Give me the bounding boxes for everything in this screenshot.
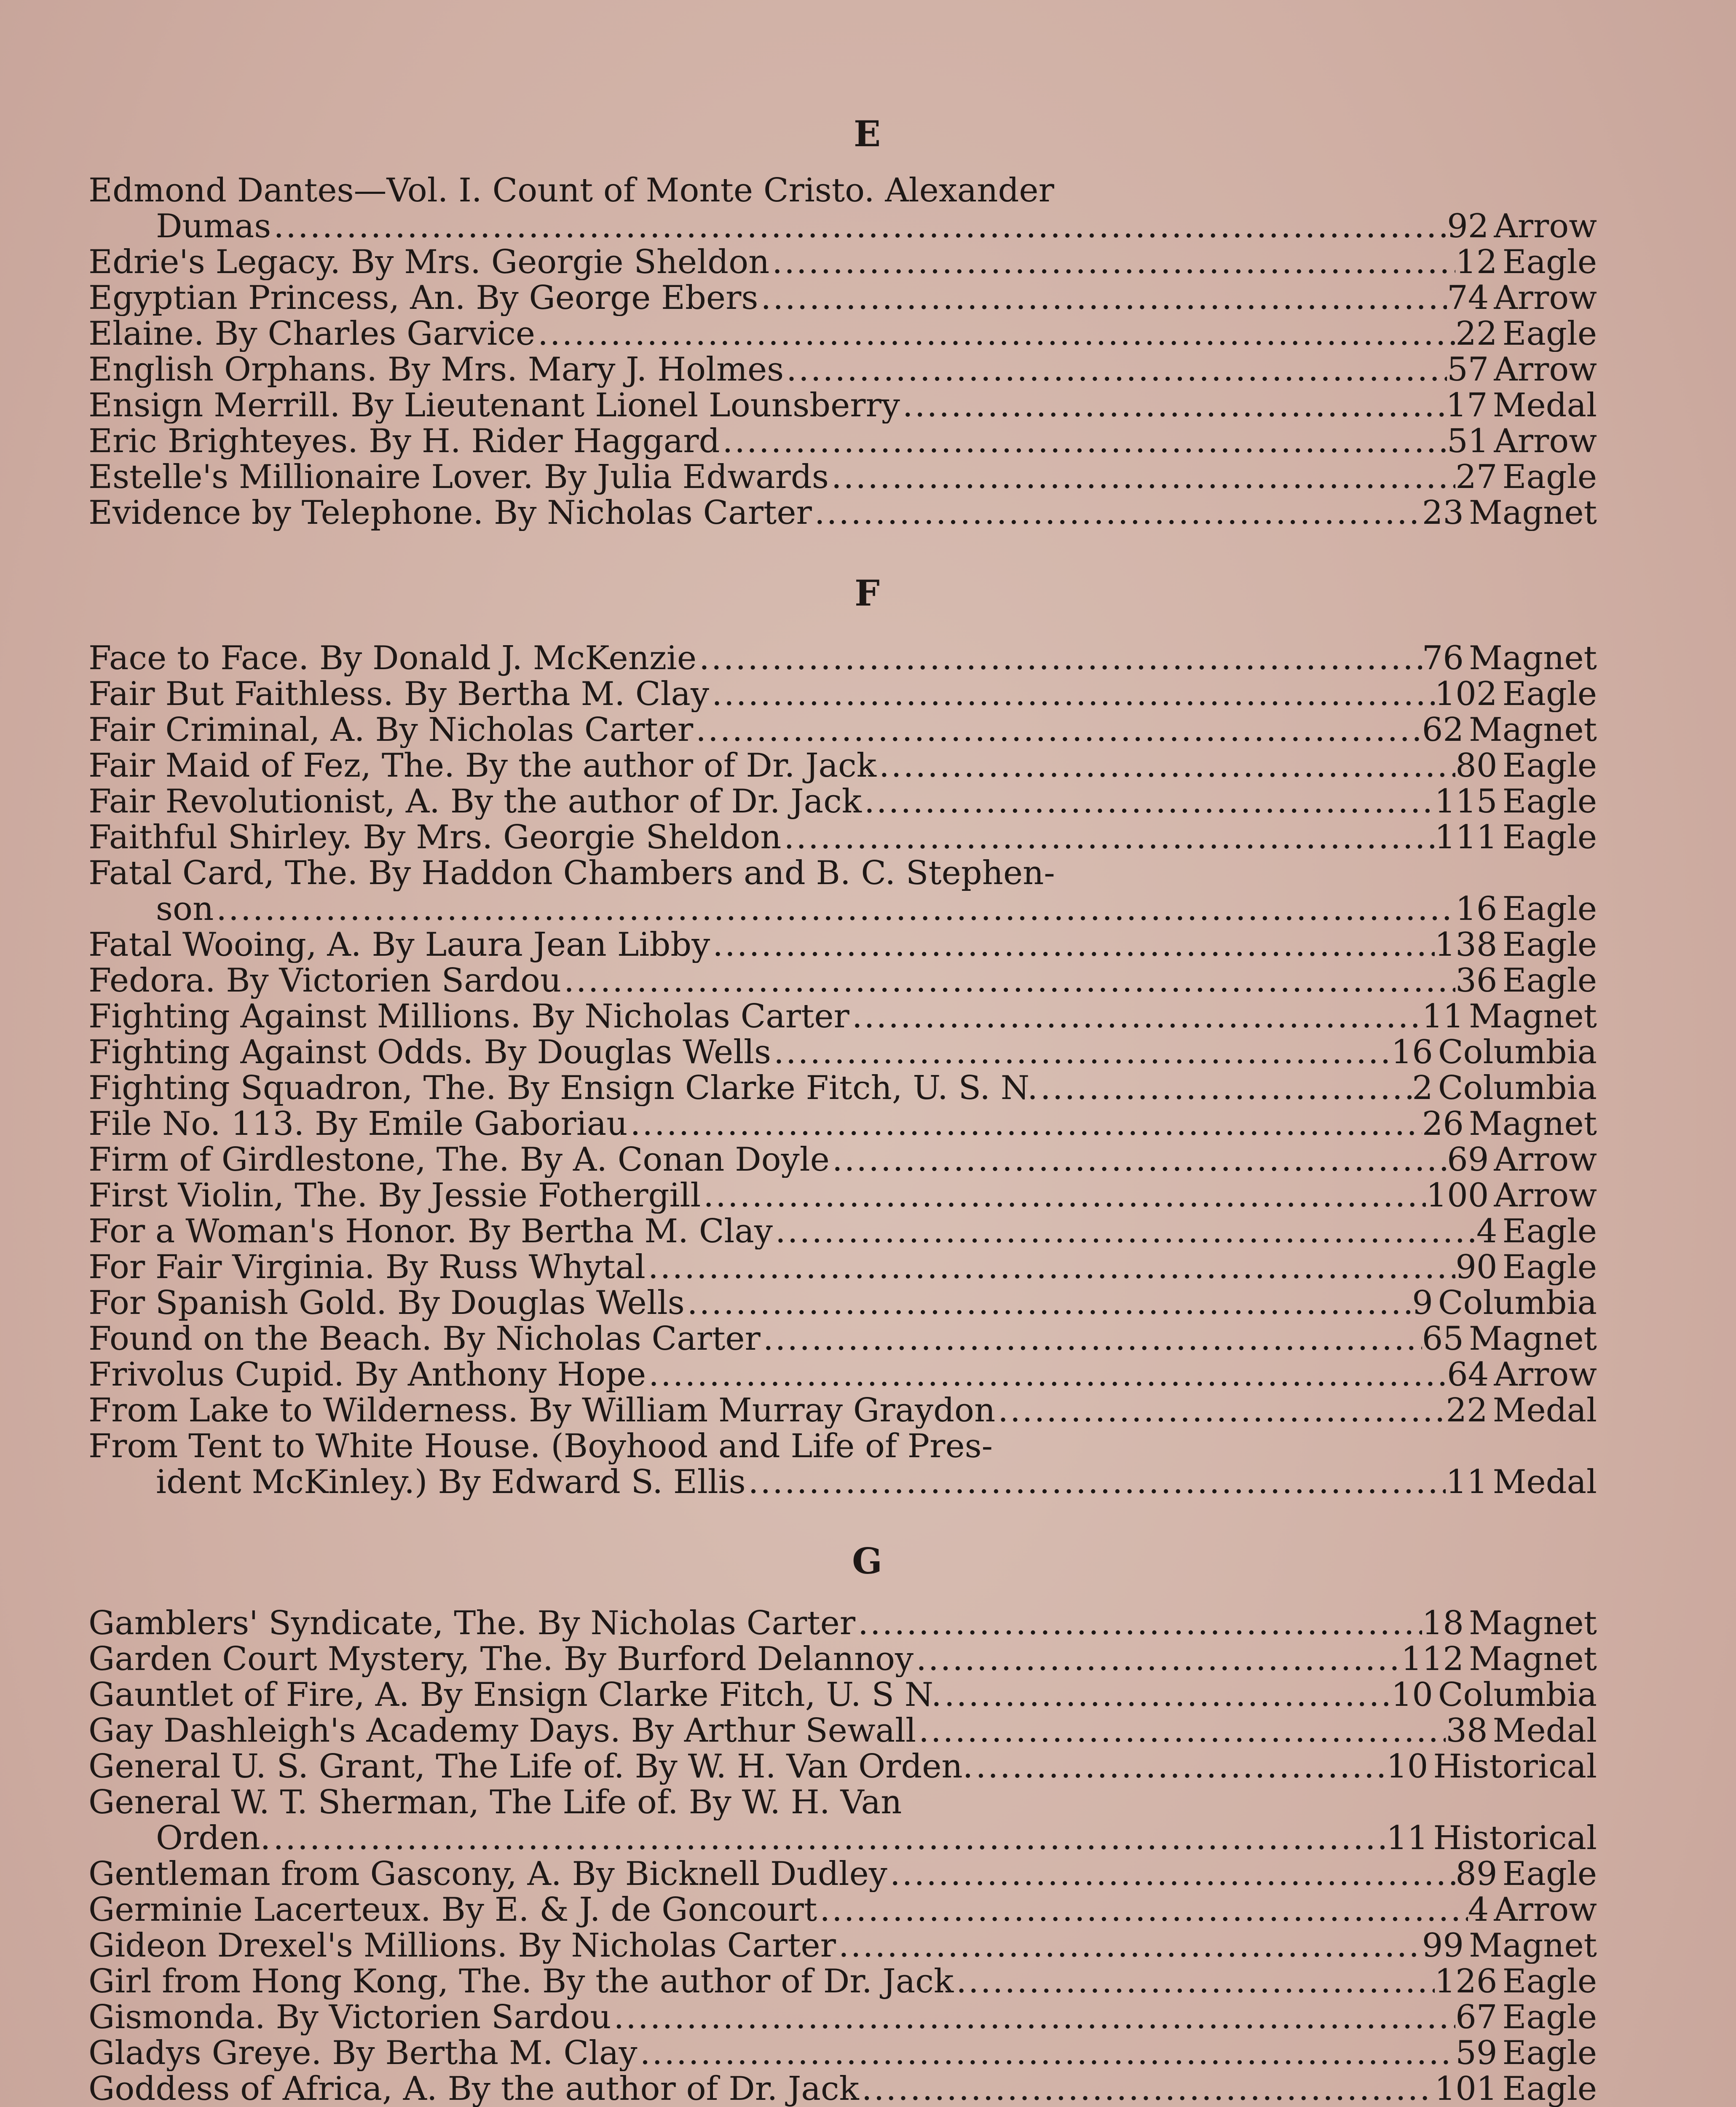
leader-dots bbox=[613, 2000, 1455, 2035]
entry-title: Gideon Drexel's Millions. By Nicholas Carter bbox=[88, 1928, 836, 1964]
list-item bbox=[156, 1464, 1597, 1500]
entry-publisher: Columbia bbox=[1438, 1285, 1597, 1321]
leader-dots bbox=[814, 495, 1422, 531]
entry-title: Firm of Girdlestone, The. By A. Conan Doyle bbox=[88, 1142, 830, 1178]
list-item bbox=[88, 1357, 1597, 1393]
leader-dots bbox=[699, 641, 1422, 676]
list-item bbox=[88, 676, 1597, 712]
leader-dots bbox=[975, 1749, 1386, 1785]
list-item bbox=[88, 1749, 1597, 1785]
entry-number: 23 bbox=[1422, 495, 1464, 531]
entry-publisher: Arrow bbox=[1494, 209, 1597, 244]
leader-dots bbox=[864, 784, 1435, 820]
entry-title: ident McKinley.) By Edward S. Ellis bbox=[156, 1464, 746, 1500]
entry-publisher: Arrow bbox=[1494, 280, 1597, 316]
entry-publisher: Medal bbox=[1492, 1464, 1597, 1500]
entry-title: For Fair Virginia. By Russ Whytal bbox=[88, 1249, 646, 1285]
entry-publisher: Arrow bbox=[1494, 1892, 1597, 1928]
entry-publisher: Eagle bbox=[1502, 891, 1597, 927]
list-item bbox=[88, 2000, 1597, 2035]
entry-number: 51 bbox=[1447, 424, 1489, 459]
leader-dots bbox=[831, 459, 1455, 495]
leader-dots bbox=[784, 820, 1434, 855]
entry-number: 11 bbox=[1422, 999, 1464, 1035]
entry-number: 111 bbox=[1434, 820, 1498, 855]
list-item bbox=[88, 1856, 1597, 1892]
leader-dots bbox=[648, 1249, 1455, 1285]
entry-publisher: Arrow bbox=[1494, 1142, 1597, 1178]
leader-dots bbox=[832, 1142, 1447, 1178]
list-item bbox=[88, 820, 1597, 855]
entry-title: Gladys Greye. By Bertha M. Clay bbox=[88, 2035, 638, 2071]
entry-number: 4 bbox=[1468, 1892, 1489, 1928]
entry-title: Face to Face. By Donald J. McKenzie bbox=[88, 641, 697, 676]
list-item bbox=[88, 1035, 1597, 1070]
entry-publisher: Eagle bbox=[1502, 963, 1597, 999]
entry-publisher: Columbia bbox=[1438, 1677, 1597, 1713]
entry-title: Elaine. By Charles Garvice bbox=[88, 316, 536, 352]
leader-dots bbox=[786, 352, 1447, 388]
entry-title: Orden. bbox=[156, 1820, 271, 1856]
list-item bbox=[88, 2035, 1597, 2071]
entry-title: Girl from Hong Kong, The. By the author of Dr. Jack bbox=[88, 1964, 954, 2000]
list-item bbox=[88, 963, 1597, 999]
list-item bbox=[88, 1285, 1597, 1321]
entry-title: son bbox=[156, 891, 214, 927]
leader-dots bbox=[839, 1928, 1422, 1964]
leader-dots bbox=[216, 891, 1455, 927]
entry-title: From Tent to White House. (Boyhood and Life of Pres- bbox=[88, 1429, 993, 1464]
entry-title: Gauntlet of Fire, A. By Ensign Clarke Fitch, U. S N. bbox=[88, 1677, 942, 1713]
entry-number: 38 bbox=[1446, 1713, 1488, 1749]
list-item bbox=[88, 1106, 1597, 1142]
leader-dots bbox=[712, 676, 1434, 712]
entry-title: Fair But Faithless. By Bertha M. Clay bbox=[88, 676, 710, 712]
entry-title: Edrie's Legacy. By Mrs. Georgie Sheldon bbox=[88, 244, 770, 280]
leader-dots bbox=[763, 1321, 1422, 1357]
list-item bbox=[88, 1142, 1597, 1178]
entry-publisher: Magnet bbox=[1468, 1321, 1597, 1357]
leader-dots bbox=[774, 1035, 1391, 1070]
entry-number: 64 bbox=[1447, 1357, 1489, 1393]
entry-publisher: Arrow bbox=[1494, 1178, 1597, 1214]
entry-number: 11 bbox=[1446, 1464, 1488, 1500]
leader-dots bbox=[890, 1856, 1455, 1892]
list-item bbox=[88, 495, 1597, 531]
leader-dots bbox=[998, 1393, 1446, 1429]
entry-publisher: Eagle bbox=[1502, 1214, 1597, 1249]
list-item bbox=[88, 1785, 1597, 1820]
entry-number: 12 bbox=[1455, 244, 1498, 280]
entry-number: 10 bbox=[1386, 1749, 1428, 1785]
list-item bbox=[88, 424, 1597, 459]
entry-number: 62 bbox=[1422, 712, 1464, 748]
entry-number: 11 bbox=[1386, 1820, 1428, 1856]
list-item bbox=[88, 784, 1597, 820]
entry-publisher: Magnet bbox=[1468, 1606, 1597, 1641]
entry-title: Egyptian Princess, An. By George Ebers bbox=[88, 280, 758, 316]
entry-title: From Lake to Wilderness. By William Murray Graydon bbox=[88, 1393, 996, 1429]
entry-number: 89 bbox=[1455, 1856, 1498, 1892]
entry-publisher: Eagle bbox=[1502, 927, 1597, 963]
leader-dots bbox=[722, 424, 1447, 459]
entry-number: 16 bbox=[1455, 891, 1498, 927]
entry-title: Fair Revolutionist, A. By the author of Dr. Jack bbox=[88, 784, 862, 820]
entry-publisher: Medal bbox=[1492, 388, 1597, 424]
entry-number: 92 bbox=[1447, 209, 1489, 244]
list-item bbox=[88, 388, 1597, 424]
entry-title: Goddess of Africa, A. By the author of Dr. Jack bbox=[88, 2071, 859, 2107]
entry-publisher: Eagle bbox=[1502, 2071, 1597, 2107]
entry-number: 74 bbox=[1447, 280, 1489, 316]
leader-dots bbox=[862, 2071, 1435, 2107]
list-item bbox=[88, 316, 1597, 352]
entry-publisher: Eagle bbox=[1502, 244, 1597, 280]
leader-dots bbox=[903, 388, 1446, 424]
entry-number: 27 bbox=[1455, 459, 1498, 495]
list-item bbox=[88, 1606, 1597, 1641]
entry-title: Faithful Shirley. By Mrs. Georgie Sheldon bbox=[88, 820, 782, 855]
list-item bbox=[88, 244, 1597, 280]
entry-number: 57 bbox=[1447, 352, 1489, 388]
entry-number: 99 bbox=[1422, 1928, 1464, 1964]
entry-publisher: Eagle bbox=[1502, 316, 1597, 352]
entry-number: 67 bbox=[1455, 2000, 1498, 2035]
entry-title: Fedora. By Victorien Sardou bbox=[88, 963, 562, 999]
list-item bbox=[88, 1214, 1597, 1249]
entry-publisher: Historical bbox=[1433, 1820, 1597, 1856]
list-item bbox=[88, 748, 1597, 784]
entry-number: 36 bbox=[1455, 963, 1498, 999]
entry-number: 76 bbox=[1422, 641, 1464, 676]
entry-publisher: Eagle bbox=[1502, 784, 1597, 820]
entry-number: 102 bbox=[1434, 676, 1498, 712]
entry-number: 22 bbox=[1446, 1393, 1488, 1429]
entry-number: 18 bbox=[1422, 1606, 1464, 1641]
entry-title: Frivolus Cupid. By Anthony Hope bbox=[88, 1357, 646, 1393]
entry-title: Estelle's Millionaire Lover. By Julia Edwards bbox=[88, 459, 829, 495]
entry-title: File No. 113. By Emile Gaboriau bbox=[88, 1106, 628, 1142]
entry-title: For Spanish Gold. By Douglas Wells bbox=[88, 1285, 685, 1321]
entry-title: English Orphans. By Mrs. Mary J. Holmes bbox=[88, 352, 784, 388]
entry-publisher: Eagle bbox=[1502, 676, 1597, 712]
list-item bbox=[88, 927, 1597, 963]
leader-dots bbox=[761, 280, 1447, 316]
list-item bbox=[88, 712, 1597, 748]
entry-title: Garden Court Mystery, The. By Burford Delannoy bbox=[88, 1641, 914, 1677]
leader-dots bbox=[648, 1357, 1447, 1393]
entry-title: Evidence by Telephone. By Nicholas Carter bbox=[88, 495, 812, 531]
list-item bbox=[88, 641, 1597, 676]
entry-number: 65 bbox=[1422, 1321, 1464, 1357]
entry-publisher: Magnet bbox=[1468, 999, 1597, 1035]
entry-publisher: Magnet bbox=[1468, 495, 1597, 531]
entry-title: Eric Brighteyes. By H. Rider Haggard bbox=[88, 424, 720, 459]
entry-number: 26 bbox=[1422, 1106, 1464, 1142]
entry-publisher: Arrow bbox=[1494, 424, 1597, 459]
entry-title: Fatal Card, The. By Haddon Chambers and B. C. Stephen- bbox=[88, 855, 1055, 891]
entry-number: 80 bbox=[1455, 748, 1498, 784]
leader-dots bbox=[564, 963, 1455, 999]
entry-title: Fighting Against Millions. By Nicholas Carter bbox=[88, 999, 849, 1035]
entry-publisher: Eagle bbox=[1502, 1856, 1597, 1892]
entry-title: General W. T. Sherman, The Life of. By W. H. Van bbox=[88, 1785, 902, 1820]
leader-dots bbox=[630, 1106, 1422, 1142]
section-heading-e: E bbox=[853, 113, 883, 155]
entry-publisher: Arrow bbox=[1494, 1357, 1597, 1393]
entry-publisher: Eagle bbox=[1502, 820, 1597, 855]
entry-number: 69 bbox=[1447, 1142, 1489, 1178]
entry-title: First Violin, The. By Jessie Fothergill bbox=[88, 1178, 701, 1214]
entry-publisher: Magnet bbox=[1468, 712, 1597, 748]
entry-publisher: Eagle bbox=[1502, 1249, 1597, 1285]
entry-publisher: Magnet bbox=[1468, 1106, 1597, 1142]
entry-title: Gamblers' Syndicate, The. By Nicholas Carter bbox=[88, 1606, 856, 1641]
leader-dots bbox=[775, 1214, 1476, 1249]
entry-publisher: Eagle bbox=[1502, 748, 1597, 784]
list-item bbox=[88, 1070, 1597, 1106]
leader-dots bbox=[956, 1964, 1434, 2000]
list-item bbox=[88, 1249, 1597, 1285]
list-item bbox=[156, 891, 1597, 927]
list-item bbox=[88, 1892, 1597, 1928]
entry-number: 4 bbox=[1476, 1214, 1498, 1249]
entry-title: Fatal Wooing, A. By Laura Jean Libby bbox=[88, 927, 710, 963]
leader-dots bbox=[713, 927, 1434, 963]
list-item bbox=[88, 999, 1597, 1035]
entry-title: Fighting Against Odds. By Douglas Wells bbox=[88, 1035, 772, 1070]
entry-number: 90 bbox=[1455, 1249, 1498, 1285]
entry-title: Germinie Lacerteux. By E. & J. de Goncourt bbox=[88, 1892, 817, 1928]
entry-number: 9 bbox=[1412, 1285, 1433, 1321]
leader-dots bbox=[919, 1713, 1446, 1749]
leader-dots bbox=[879, 748, 1455, 784]
entry-number: 22 bbox=[1455, 316, 1498, 352]
leader-dots bbox=[687, 1285, 1412, 1321]
entry-number: 59 bbox=[1455, 2035, 1498, 2071]
entry-number: 100 bbox=[1426, 1178, 1489, 1214]
entry-title: Edmond Dantes—Vol. I. Count of Monte Cristo. Alexander bbox=[88, 173, 1054, 209]
entry-publisher: Historical bbox=[1433, 1749, 1597, 1785]
entry-title: Ensign Merrill. By Lieutenant Lionel Lounsberry bbox=[88, 388, 900, 424]
entry-number: 17 bbox=[1446, 388, 1488, 424]
leader-dots bbox=[820, 1892, 1468, 1928]
list-item bbox=[88, 855, 1597, 891]
entry-publisher: Columbia bbox=[1438, 1035, 1597, 1070]
entry-publisher: Columbia bbox=[1438, 1070, 1597, 1106]
entry-publisher: Eagle bbox=[1502, 1964, 1597, 2000]
list-item bbox=[88, 1677, 1597, 1713]
list-item bbox=[156, 209, 1597, 244]
list-item bbox=[88, 2071, 1597, 2107]
entry-number: 112 bbox=[1401, 1641, 1464, 1677]
list-item bbox=[88, 1641, 1597, 1677]
entry-number: 2 bbox=[1412, 1070, 1433, 1106]
entry-title: Gay Dashleigh's Academy Days. By Arthur Sewall bbox=[88, 1713, 916, 1749]
leader-dots bbox=[944, 1677, 1391, 1713]
entry-publisher: Arrow bbox=[1494, 352, 1597, 388]
leader-dots bbox=[772, 244, 1455, 280]
entry-number: 126 bbox=[1434, 1964, 1498, 2000]
leader-dots bbox=[703, 1178, 1426, 1214]
leader-dots bbox=[273, 209, 1447, 244]
entry-number: 138 bbox=[1434, 927, 1498, 963]
entry-publisher: Medal bbox=[1492, 1393, 1597, 1429]
list-item bbox=[156, 1820, 1597, 1856]
entry-title: Fair Criminal, A. By Nicholas Carter bbox=[88, 712, 694, 748]
entry-publisher: Magnet bbox=[1468, 1641, 1597, 1677]
list-item bbox=[88, 352, 1597, 388]
list-item bbox=[88, 1928, 1597, 1964]
list-item bbox=[88, 1713, 1597, 1749]
entry-number: 16 bbox=[1391, 1035, 1433, 1070]
list-item bbox=[88, 1178, 1597, 1214]
entry-number: 115 bbox=[1434, 784, 1498, 820]
section-heading-g: G bbox=[852, 1540, 884, 1582]
list-item bbox=[88, 459, 1597, 495]
entry-publisher: Eagle bbox=[1502, 2000, 1597, 2035]
entry-title: For a Woman's Honor. By Bertha M. Clay bbox=[88, 1214, 773, 1249]
leader-dots bbox=[640, 2035, 1456, 2071]
entry-publisher: Magnet bbox=[1468, 641, 1597, 676]
leader-dots bbox=[916, 1641, 1401, 1677]
entry-publisher: Eagle bbox=[1502, 459, 1597, 495]
section-heading-f: F bbox=[855, 572, 881, 614]
leader-dots bbox=[852, 999, 1422, 1035]
entry-number: 101 bbox=[1434, 2071, 1498, 2107]
leader-dots bbox=[273, 1820, 1386, 1856]
list-item bbox=[88, 1393, 1597, 1429]
list-item bbox=[88, 173, 1597, 209]
entry-title: General U. S. Grant, The Life of. By W. H. Van Orden. bbox=[88, 1749, 973, 1785]
entry-title: Found on the Beach. By Nicholas Carter bbox=[88, 1321, 761, 1357]
entry-publisher: Magnet bbox=[1468, 1928, 1597, 1964]
leader-dots bbox=[696, 712, 1422, 748]
entry-title: Fighting Squadron, The. By Ensign Clarke Fitch, U. S. N. bbox=[88, 1070, 1038, 1106]
leader-dots bbox=[748, 1464, 1446, 1500]
entry-publisher: Eagle bbox=[1502, 2035, 1597, 2071]
list-item bbox=[88, 1964, 1597, 2000]
entry-title: Gentleman from Gascony, A. By Bicknell Dudley bbox=[88, 1856, 887, 1892]
entry-title: Gismonda. By Victorien Sardou bbox=[88, 2000, 611, 2035]
list-item bbox=[88, 1321, 1597, 1357]
entry-number: 10 bbox=[1391, 1677, 1433, 1713]
list-item bbox=[88, 1429, 1597, 1464]
entry-title: Fair Maid of Fez, The. By the author of Dr. Jack bbox=[88, 748, 876, 784]
entry-title: Dumas bbox=[156, 209, 271, 244]
leader-dots bbox=[858, 1606, 1422, 1641]
entry-publisher: Medal bbox=[1492, 1713, 1597, 1749]
leader-dots bbox=[1040, 1070, 1412, 1106]
leader-dots bbox=[538, 316, 1455, 352]
list-item bbox=[88, 280, 1597, 316]
